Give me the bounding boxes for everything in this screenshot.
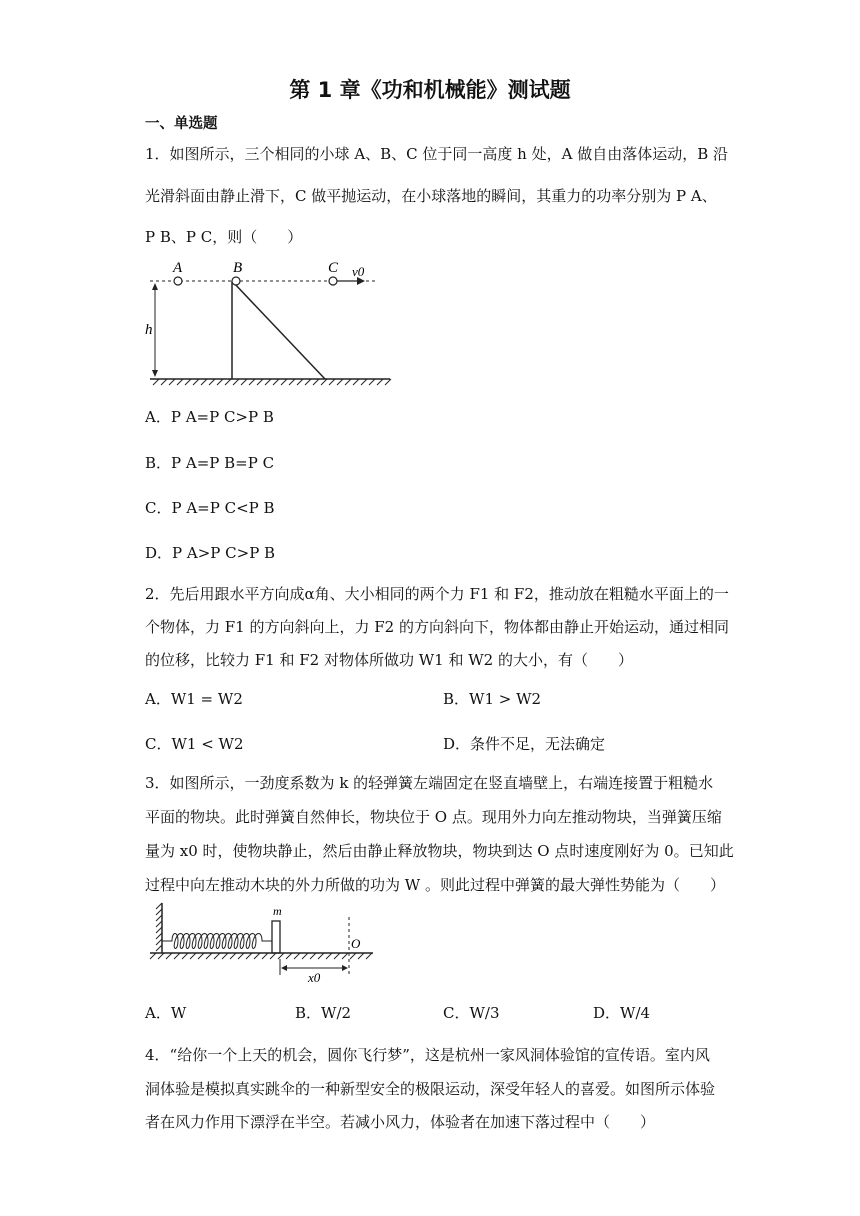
label-x0: x0 [308,970,321,985]
q2-option-d: D．条件不足，无法确定 [443,735,606,753]
q3-option-d: D．W/4 [593,1004,651,1022]
q1-text-line-1: 1．如图所示，三个相同的小球 A、B、C 位于同一高度 h 处，A 做自由落体运动，B 沿 [145,145,729,163]
q3-option-b: B．W/2 [295,1004,352,1022]
q2-text-line-2: 个物体，力 F1 的方向斜向上，力 F2 的方向斜向下，物体都由静止开始运动，通过相同 [145,618,729,636]
q2-text-line-1: 2．先后用跟水平方向成α角、大小相同的两个力 F1 和 F2，推动放在粗糙水平面上的一 [145,585,729,603]
q2-option-c: C．W1 < W2 [145,735,244,753]
label-c: C [328,260,339,276]
q3-option-a: A．W [145,1004,187,1022]
label-m: m [273,904,282,918]
q1-text-line-2: 光滑斜面由静止滑下，C 做平抛运动，在小球落地的瞬间，其重力的功率分别为 P A、 [145,187,717,205]
q3-figure [148,903,383,983]
q3-text-line-4: 过程中向左推动木块的外力所做的功为 W 。则此过程中弹簧的最大弹性势能为（ ） [145,876,725,894]
label-b: B [233,260,243,276]
q1-text-line-3: P B、P C，则（ ） [145,228,303,246]
q1-option-b: B．P A=P B=P C [145,454,275,472]
q2-option-a: A．W1 = W2 [145,690,243,708]
ball-a [174,277,182,285]
label-a: A [173,260,183,276]
q1-figure [145,257,395,387]
q1-option-d: D．P A>P C>P B [145,544,276,562]
q1-option-a: A．P A=P C>P B [145,408,274,426]
q1-option-c: C．P A=P C<P B [145,499,275,517]
label-v0: v0 [352,264,365,279]
label-o: O [351,936,361,951]
q4-text-line-2: 洞体验是模拟真实跳伞的一种新型安全的极限运动，深受年轻人的喜爱。如图所示体验 [145,1080,716,1098]
q3-text-line-1: 3．如图所示，一劲度系数为 k 的轻弹簧左端固定在竖直墙壁上，右端连接置于粗糙水 [145,774,714,792]
ball-c [329,277,337,285]
q4-text-line-1: 4．“给你一个上天的机会，圆你飞行梦”，这是杭州一家风洞体验馆的宣传语。室内风 [145,1046,710,1064]
block-m [272,921,280,953]
q2-text-line-3: 的位移，比较力 F1 和 F2 对物体所做功 W1 和 W2 的大小，有（ ） [145,651,633,669]
q3-text-line-2: 平面的物块。此时弹簧自然伸长，物块位于 O 点。现用外力向左推动物块，当弹簧压缩 [145,808,722,826]
section-heading: 一、单选题 [145,116,218,132]
q3-option-c: C．W/3 [443,1004,500,1022]
ball-b [232,277,240,285]
q4-text-line-3: 者在风力作用下漂浮在半空。若减小风力，体验者在加速下落过程中（ ） [145,1113,656,1131]
label-h: h [145,322,153,338]
page-title: 第 1 章《功和机械能》测试题 [289,78,571,102]
q3-text-line-3: 量为 x0 时，使物块静止，然后由静止释放物块，物块到达 O 点时速度刚好为 0。已知此 [145,842,734,860]
q2-option-b: B．W1 > W2 [443,690,542,708]
